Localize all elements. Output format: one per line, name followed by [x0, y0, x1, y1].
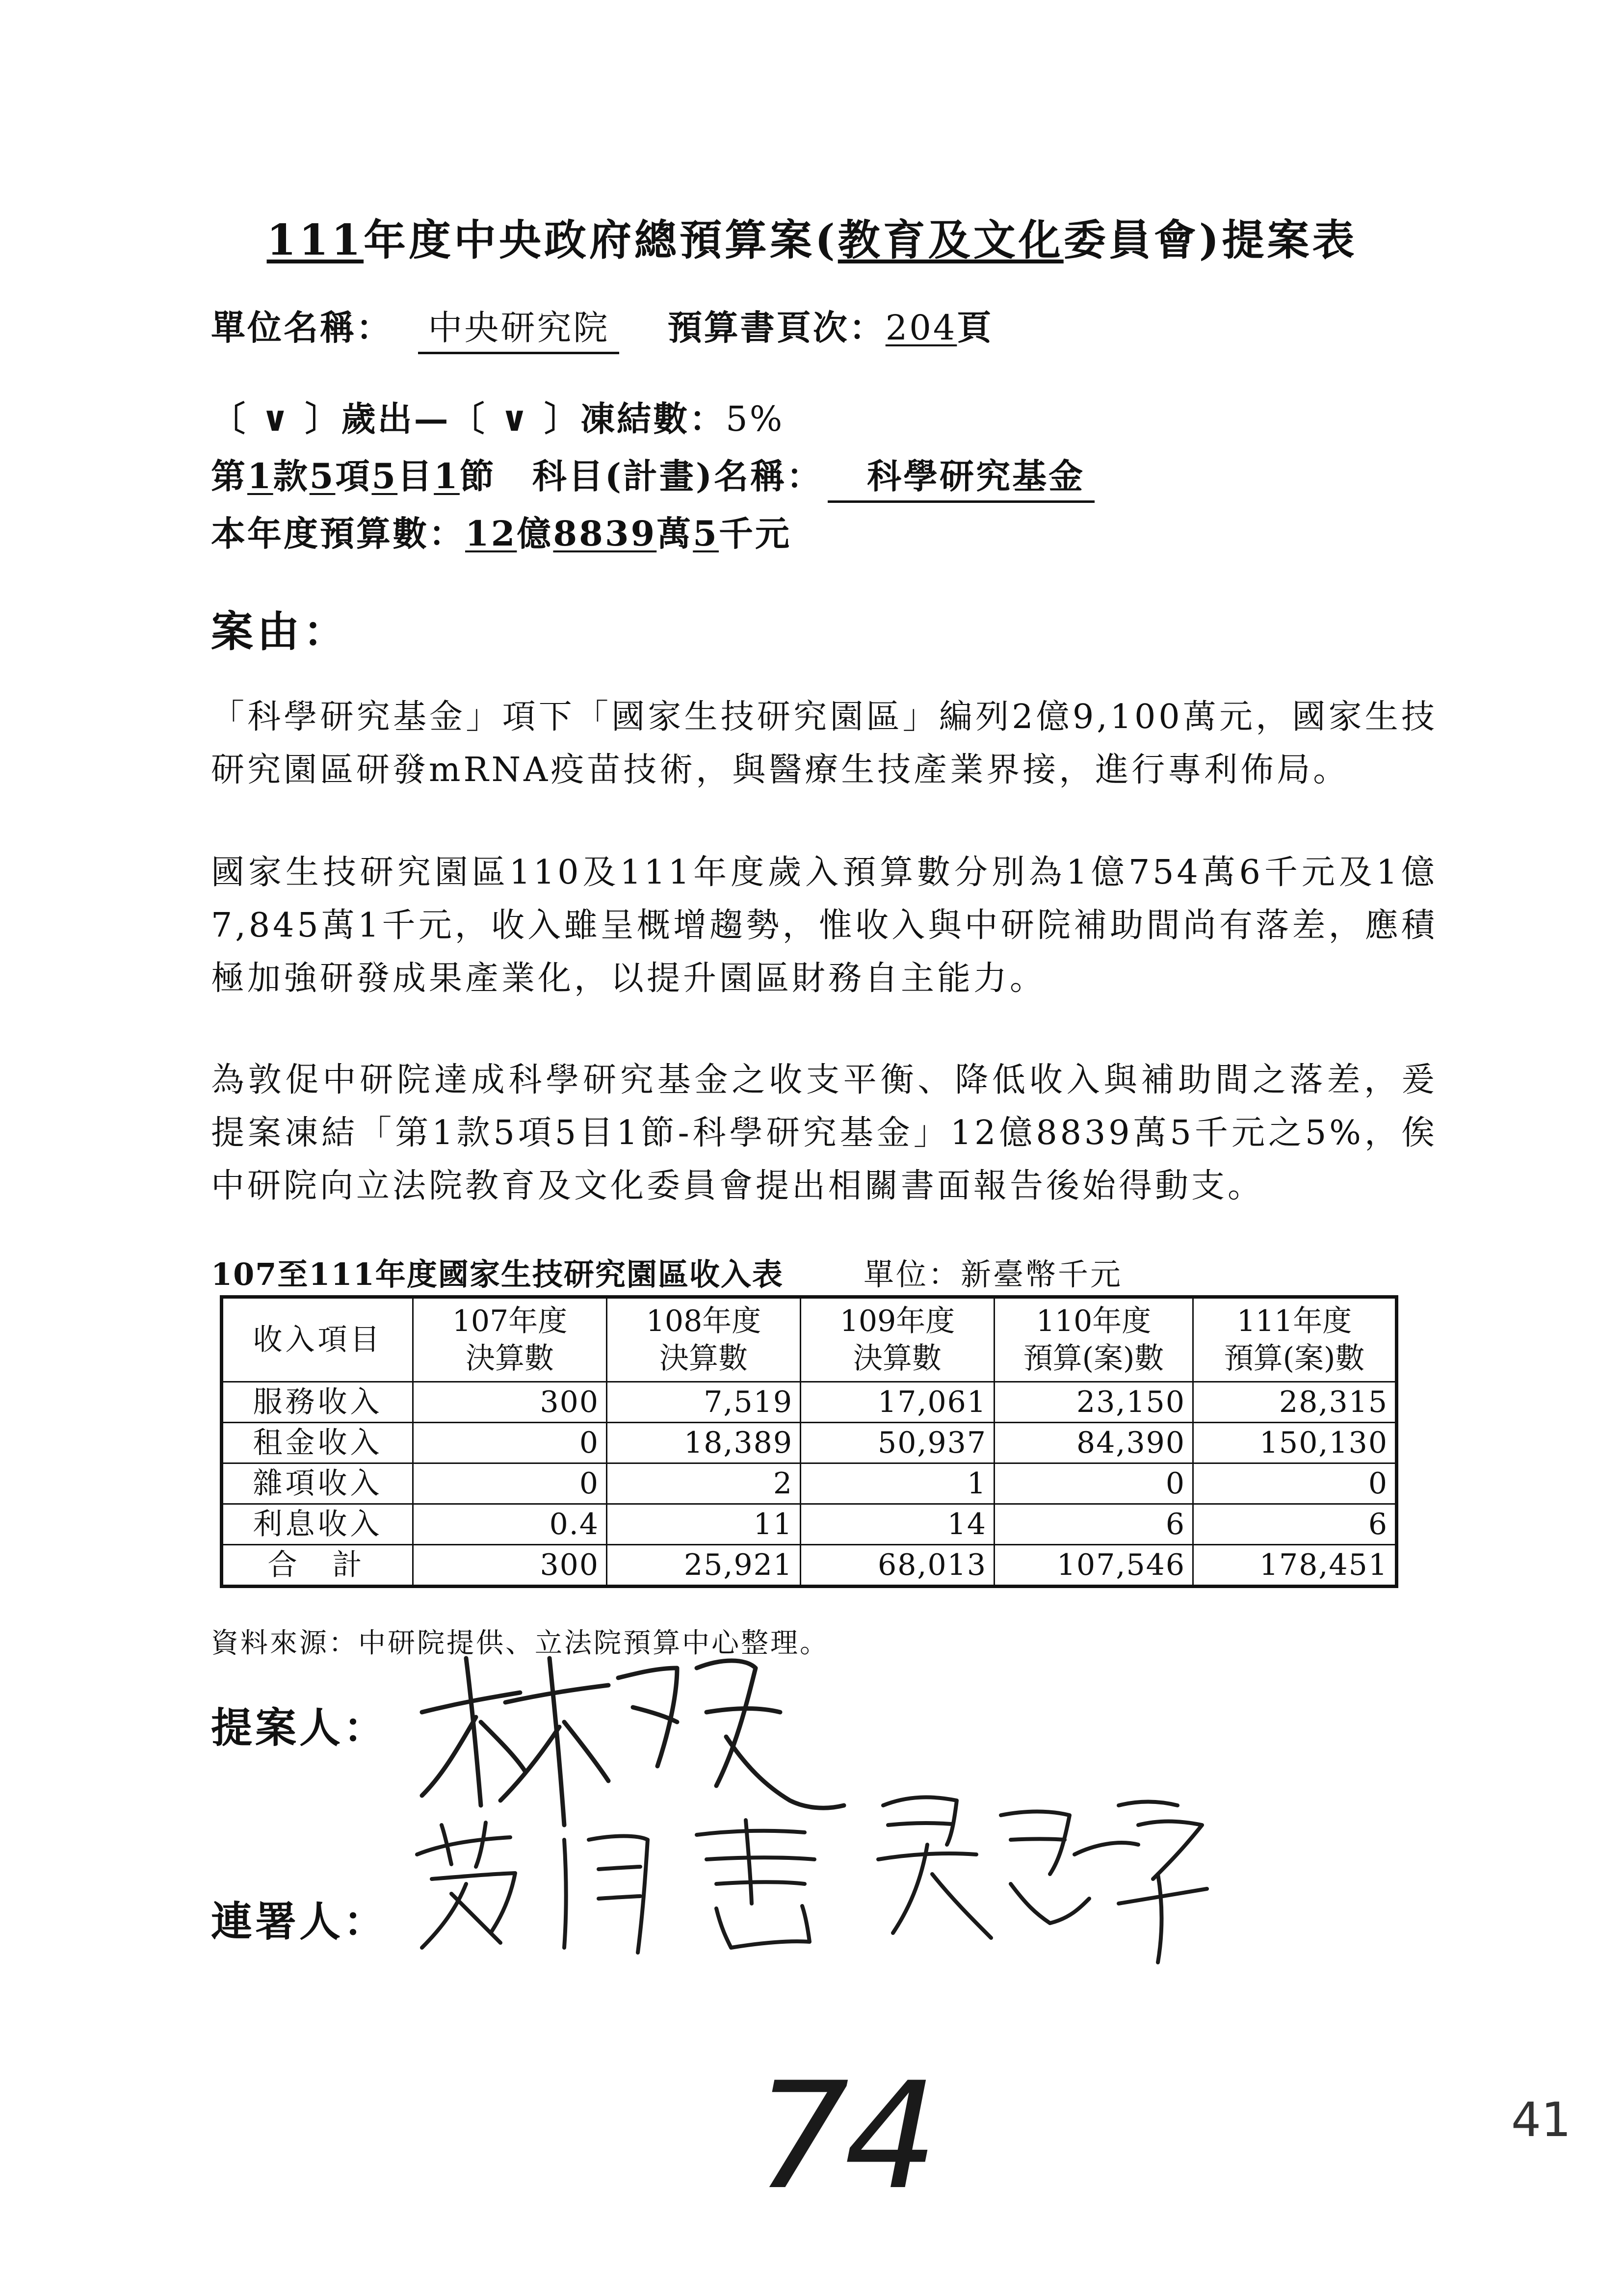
section-text: 第	[211, 456, 247, 496]
table-row	[222, 1463, 1397, 1504]
table-cell: 68,013	[801, 1545, 995, 1587]
table-cell: 178,451	[1193, 1545, 1397, 1587]
page-suffix: 頁	[957, 307, 994, 348]
freeze-percent: 5%	[726, 399, 785, 439]
header-line: 決算數	[853, 1341, 942, 1376]
title-year: 111	[266, 215, 364, 265]
section-text: 項	[335, 456, 372, 496]
section-xiang: 5	[309, 456, 336, 496]
budget-wan: 8839	[553, 513, 657, 554]
header-line: 110年度	[1036, 1304, 1152, 1338]
table-cell: 50,937	[801, 1423, 995, 1463]
header-line: 決算數	[659, 1341, 748, 1376]
checkbox-text: 〔 ∨ 〕歲出—〔 ∨ 〕凍結數：	[211, 398, 726, 439]
item-name: 科學研究基金	[828, 449, 1095, 503]
header-110	[995, 1297, 1193, 1382]
table-cell: 300	[413, 1545, 607, 1587]
unit-value: 中央研究院	[418, 300, 619, 354]
page-value: 204	[885, 308, 957, 348]
table-cell: 25,921	[607, 1545, 801, 1587]
table-cell: 28,315	[1193, 1382, 1397, 1423]
table-cell: 0.4	[413, 1504, 607, 1545]
table-cell: 1	[801, 1463, 995, 1504]
header-line: 收入項目	[253, 1323, 383, 1357]
header-line: 107年度	[452, 1304, 568, 1338]
cosigner-label: 連署人：	[211, 1897, 388, 1946]
row-label: 雜項收入	[222, 1463, 413, 1504]
budget-label: 本年度預算數：	[211, 513, 465, 554]
page-label: 預算書頁次：	[667, 307, 886, 348]
budget-qian-unit: 千元	[718, 513, 791, 554]
title-prefix: 年度中央政府總預算案(	[364, 215, 838, 265]
reason-heading: 案由：	[211, 607, 349, 656]
unit-line	[211, 300, 993, 354]
revenue-table	[220, 1295, 1398, 1588]
paragraph-2: 國家生技研究園區110及111年度歲入預算數分別為1億754萬6千元及1億7,845萬1千元，收入雖呈概增趨勢，惟收入與中研院補助間尚有落差，應積極加強研發成果產業化，以提升園區財務自主能力。	[211, 853, 1438, 998]
row-label: 利息收入	[222, 1504, 413, 1545]
table-row	[222, 1382, 1397, 1423]
table-cell: 7,519	[607, 1382, 801, 1423]
row-label: 服務收入	[222, 1382, 413, 1423]
section-mu: 5	[371, 456, 398, 496]
table-cell: 0	[413, 1423, 607, 1463]
table-cell: 14	[801, 1504, 995, 1545]
row-label: 租金收入	[222, 1423, 413, 1463]
table-cell: 84,390	[995, 1423, 1193, 1463]
paragraph-1: 「科學研究基金」項下「國家生技研究園區」編列2億9,100萬元，國家生技研究園區研發mRNA疫苗技術，與醫療生技產業界接，進行專利佈局。	[211, 698, 1438, 789]
header-line: 預算(案)數	[1023, 1341, 1164, 1376]
page-title	[0, 206, 1624, 267]
table-cell: 300	[413, 1382, 607, 1423]
table-header-row	[222, 1297, 1397, 1382]
budget-wan-unit: 萬	[656, 513, 693, 554]
header-107	[413, 1297, 607, 1382]
header-line: 109年度	[839, 1304, 955, 1338]
table-unit: 單位：新臺幣千元	[864, 1256, 1123, 1292]
header-line: 108年度	[646, 1304, 761, 1338]
section-text: 款	[273, 456, 310, 496]
table-cell: 150,130	[1193, 1423, 1397, 1463]
title-committee: 教育及文化	[838, 215, 1064, 265]
table-cell: 11	[607, 1504, 801, 1545]
page-number: 41	[1511, 2092, 1572, 2147]
header-item	[222, 1297, 413, 1382]
cosigner-signature-1	[402, 1810, 854, 1957]
section-text: 目	[397, 456, 434, 496]
header-109	[801, 1297, 995, 1382]
table-total-row	[222, 1545, 1397, 1587]
section-jie: 1	[434, 456, 460, 496]
header-111	[1193, 1297, 1397, 1382]
table-cell: 2	[607, 1463, 801, 1504]
table-cell: 17,061	[801, 1382, 995, 1423]
header-108	[607, 1297, 801, 1382]
budget-yi: 12	[465, 513, 517, 554]
header-line: 預算(案)數	[1224, 1341, 1365, 1376]
table-cell: 18,389	[607, 1423, 801, 1463]
table-caption: 107至111年度國家生技研究園區收入表	[211, 1256, 784, 1292]
table-cell: 6	[995, 1504, 1193, 1545]
budget-line	[211, 506, 791, 556]
table-cell: 23,150	[995, 1382, 1193, 1423]
row-label: 合計	[222, 1545, 413, 1587]
table-cell: 0	[413, 1463, 607, 1504]
section-line	[211, 449, 1095, 503]
budget-qian: 5	[693, 513, 719, 554]
paragraph-3: 為敦促中研院達成科學研究基金之收支平衡、降低收入與補助間之落差，爰提案凍結「第1款5項5目1節-科學研究基金」12億8839萬5千元之5%，俟中研院向立法院教育及文化委員會提出相關書面報告後始得動支。	[211, 1061, 1438, 1205]
cosigner-signature-2	[864, 1776, 1217, 1972]
title-suffix: 委員會)提案表	[1063, 215, 1358, 265]
table-row	[222, 1423, 1397, 1463]
section-text: 節 科目(計畫)名稱：	[459, 456, 823, 496]
header-line: 決算數	[466, 1341, 554, 1376]
table-cell: 107,546	[995, 1545, 1193, 1587]
table-cell: 0	[1193, 1463, 1397, 1504]
proposer-label: 提案人：	[211, 1703, 388, 1752]
budget-yi-unit: 億	[517, 513, 553, 554]
header-line: 111年度	[1236, 1304, 1352, 1338]
source-note: 資料來源：中研院提供、立法院預算中心整理。	[211, 1627, 829, 1659]
checkbox-line	[211, 391, 784, 441]
unit-label: 單位名稱：	[211, 307, 393, 348]
table-row	[222, 1504, 1397, 1545]
handwritten-number: 74	[756, 2051, 933, 2222]
table-cell: 0	[995, 1463, 1193, 1504]
table-cell: 6	[1193, 1504, 1397, 1545]
section-kuan: 1	[247, 456, 273, 496]
